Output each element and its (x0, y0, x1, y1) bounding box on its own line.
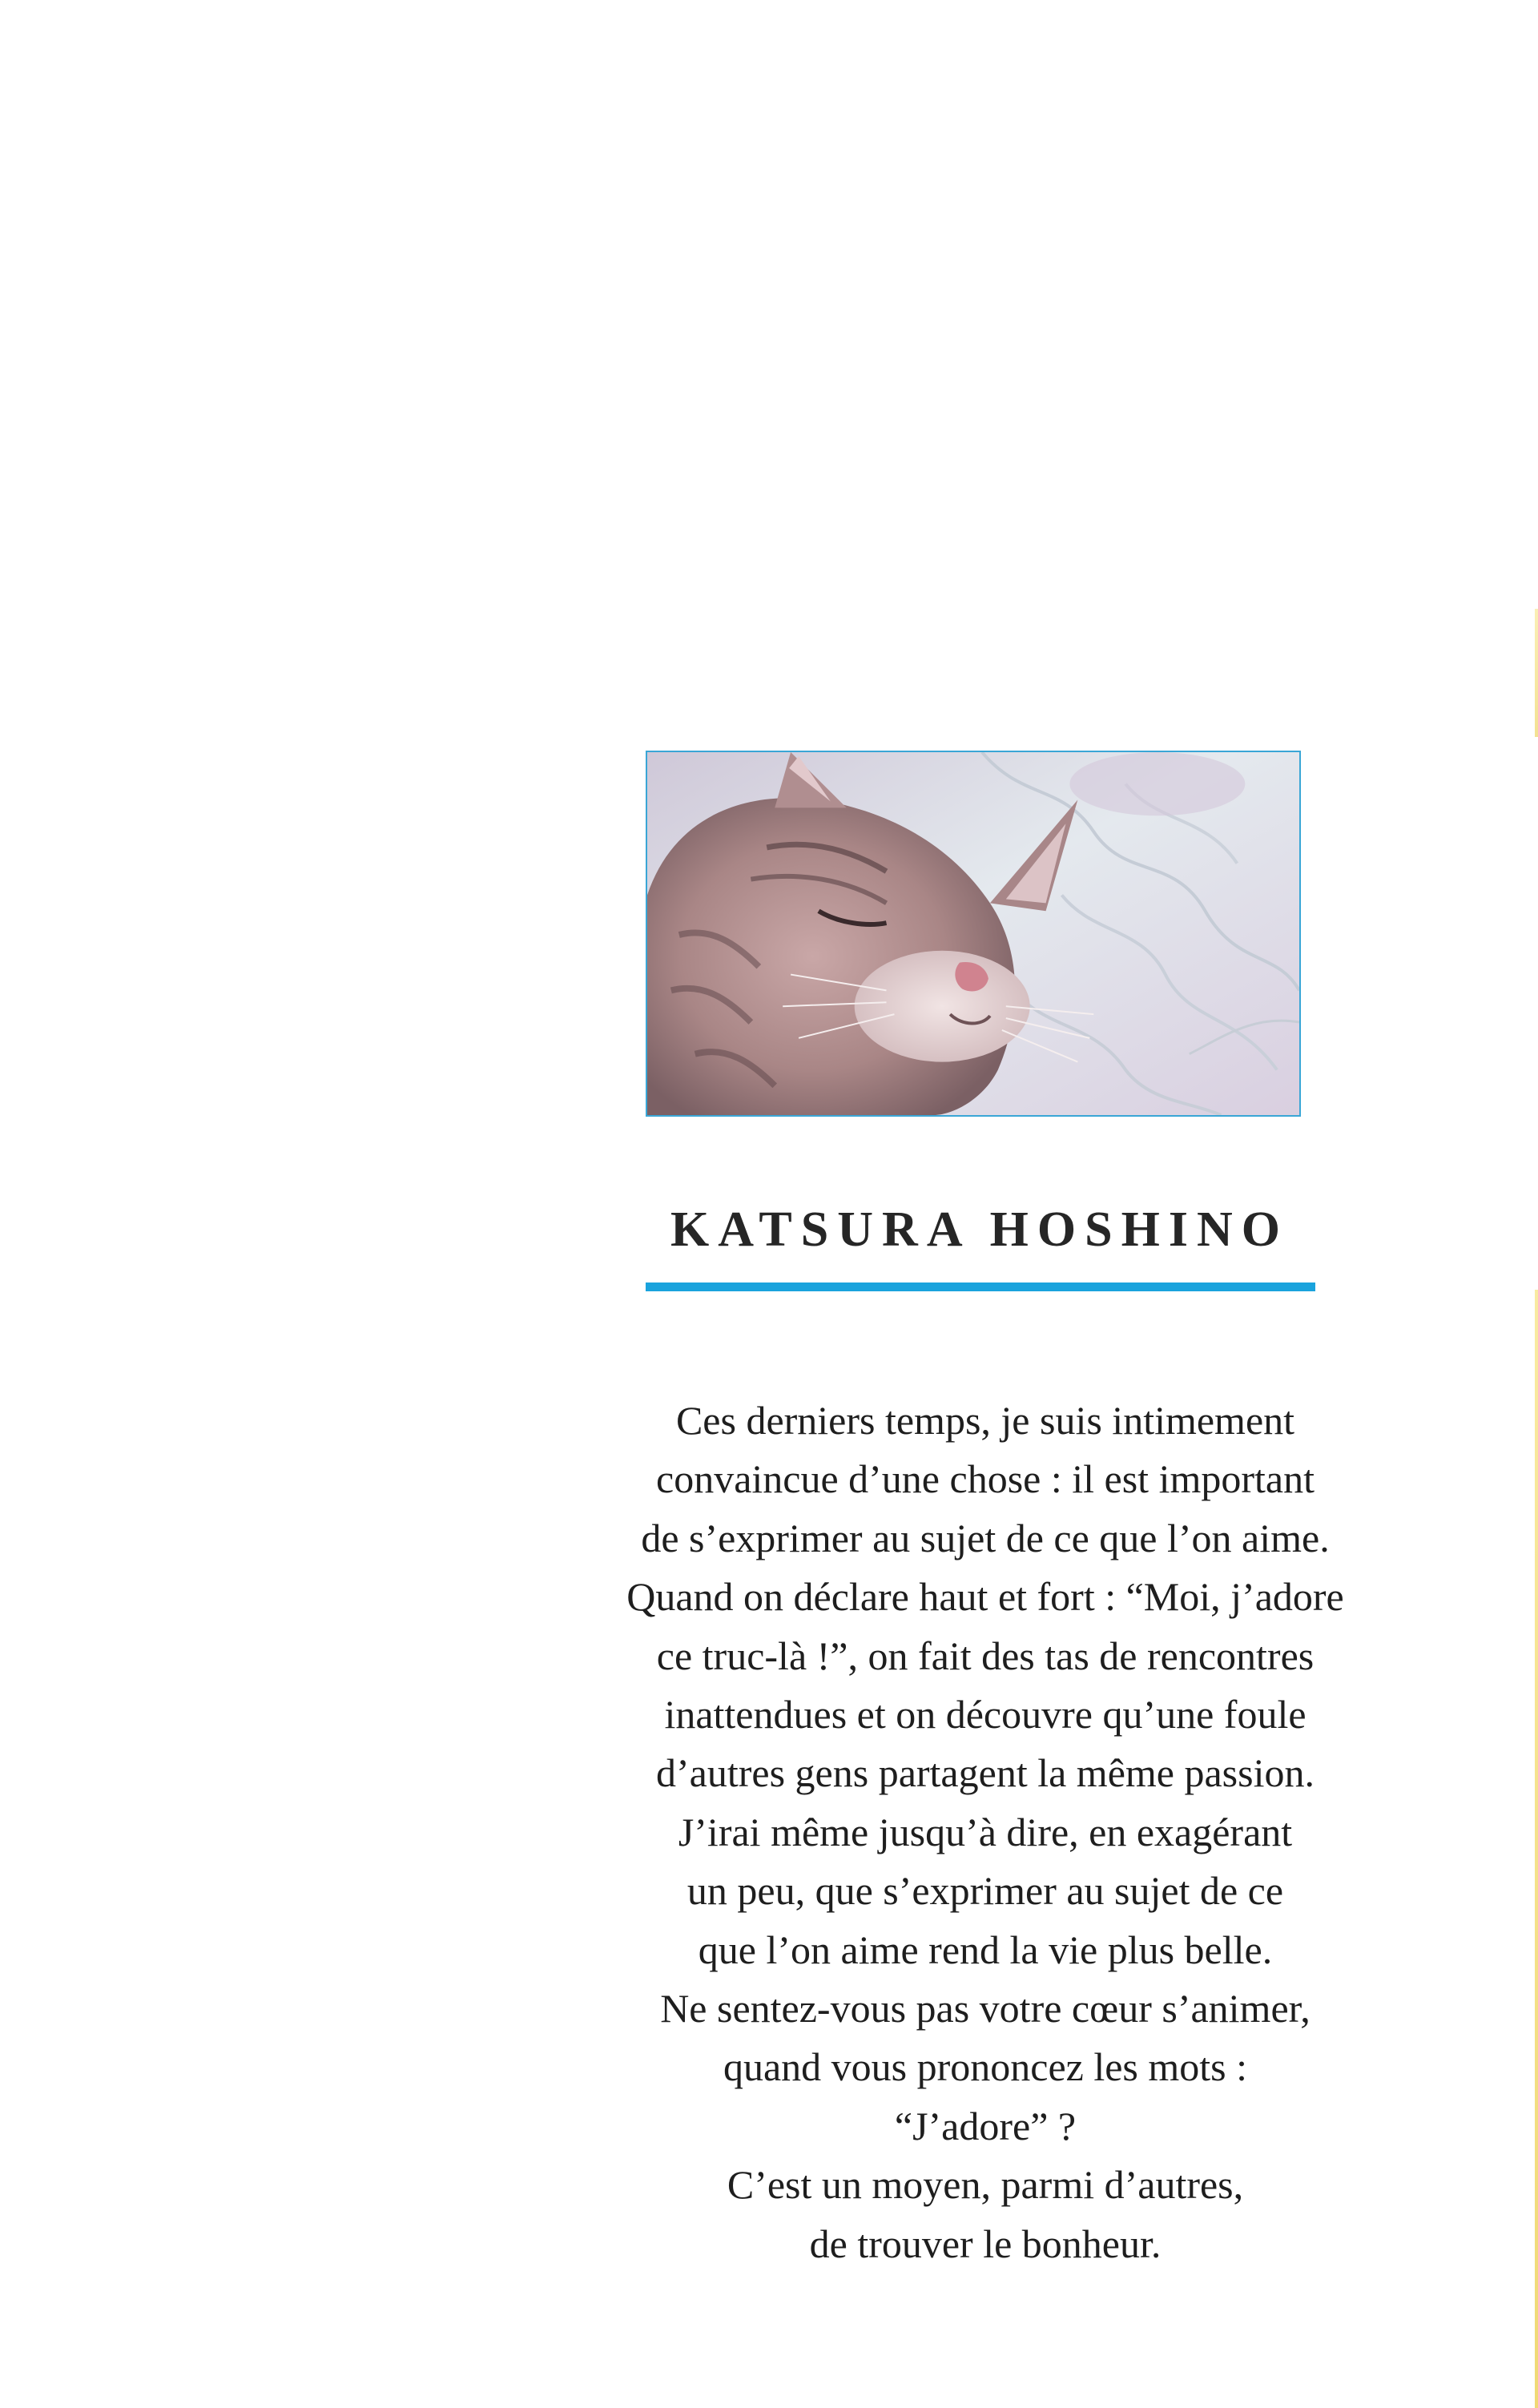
message-line: Ne sentez-vous pas votre cœur s’animer, (660, 1986, 1311, 2031)
message-line: C’est un moyen, parmi d’autres, (727, 2162, 1244, 2208)
message-line: un peu, que s’exprimer au sujet de ce (686, 1868, 1284, 1914)
message-line: de s’exprimer au sujet de ce que l’on aime. (641, 1515, 1330, 1560)
message-line: que l’on aime rend la vie plus belle. (698, 1927, 1273, 1972)
message-line: de trouver le bonheur. (809, 2221, 1162, 2266)
message-line: quand vous prononcez les mots : (723, 2044, 1248, 2090)
message-line: ce truc-là !”, on fait des tas de rencontres (656, 1633, 1315, 1678)
message-line: J’irai même jusqu’à dire, en exagérant (678, 1809, 1293, 1854)
message-line: inattendues et on découvre qu’une foule (664, 1692, 1306, 1738)
message-line: convaincue d’une chose : il est important (656, 1456, 1315, 1502)
sleeping-cat-illustration (647, 752, 1299, 1115)
message-line: Quand on déclare haut et fort : “Moi, j’adore (626, 1574, 1344, 1620)
message-line: “J’adore” ? (894, 2103, 1077, 2148)
author-name: KATSURA HOSHINO (670, 1202, 1289, 1257)
author-message (481, 1391, 1490, 2273)
page-edge-mark-bottom (1535, 1290, 1538, 2408)
author-cat-photo (646, 751, 1301, 1117)
author-underline (646, 1283, 1315, 1291)
page-edge-mark-top (1535, 609, 1538, 737)
message-line: Ces derniers temps, je suis intimement (675, 1398, 1295, 1443)
message-line: d’autres gens partagent la même passion. (656, 1750, 1315, 1796)
